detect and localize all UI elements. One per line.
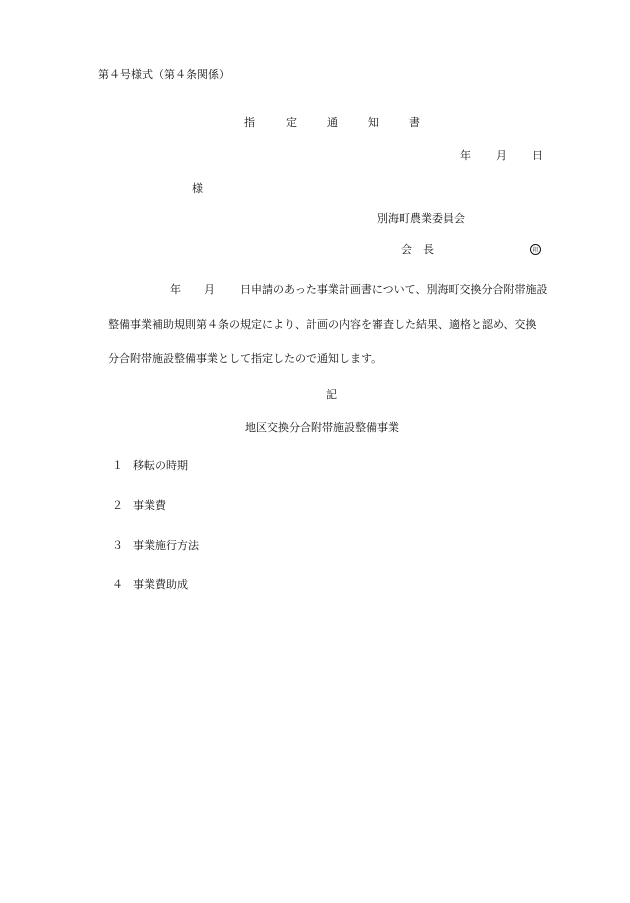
form-number: 第４号様式（第４条関係）: [98, 68, 230, 81]
title-char: 指: [244, 116, 255, 129]
body-line-1: 日申請のあった事業計画書について、別海町交換分合附帯施設: [240, 283, 548, 296]
issuer-organization: 別海町農業委員会: [377, 212, 465, 225]
issuer-position: 会 長: [401, 243, 434, 256]
item-number: ４: [112, 578, 123, 591]
title-char: 書: [409, 116, 420, 129]
item-number: ３: [112, 539, 123, 552]
title-char: 知: [368, 116, 379, 129]
body-line-3: 分合附帯施設整備事業として指定したので通知します。: [108, 352, 383, 365]
item-number: １: [112, 459, 123, 472]
date-day-label: 日: [532, 149, 543, 162]
item-label: 移転の時期: [133, 459, 188, 472]
record-heading: 記: [326, 388, 337, 401]
item-label: 事業費助成: [133, 578, 188, 591]
title-char: 定: [286, 116, 297, 129]
item-label: 事業費: [133, 499, 166, 512]
body-year-label: 年: [170, 283, 181, 296]
item-label: 事業施行方法: [133, 539, 199, 552]
seal-mark-icon: 印: [530, 244, 541, 255]
addressee-suffix: 様: [192, 182, 203, 195]
date-year-label: 年: [460, 149, 471, 162]
body-line-2: 整備事業補助規則第４条の規定により、計画の内容を審査した結果、適格と認め、交換: [108, 318, 537, 331]
body-month-label: 月: [204, 283, 215, 296]
project-name: 地区交換分合附帯施設整備事業: [245, 421, 399, 434]
date-month-label: 月: [496, 149, 507, 162]
title-char: 通: [327, 116, 338, 129]
item-number: ２: [112, 499, 123, 512]
